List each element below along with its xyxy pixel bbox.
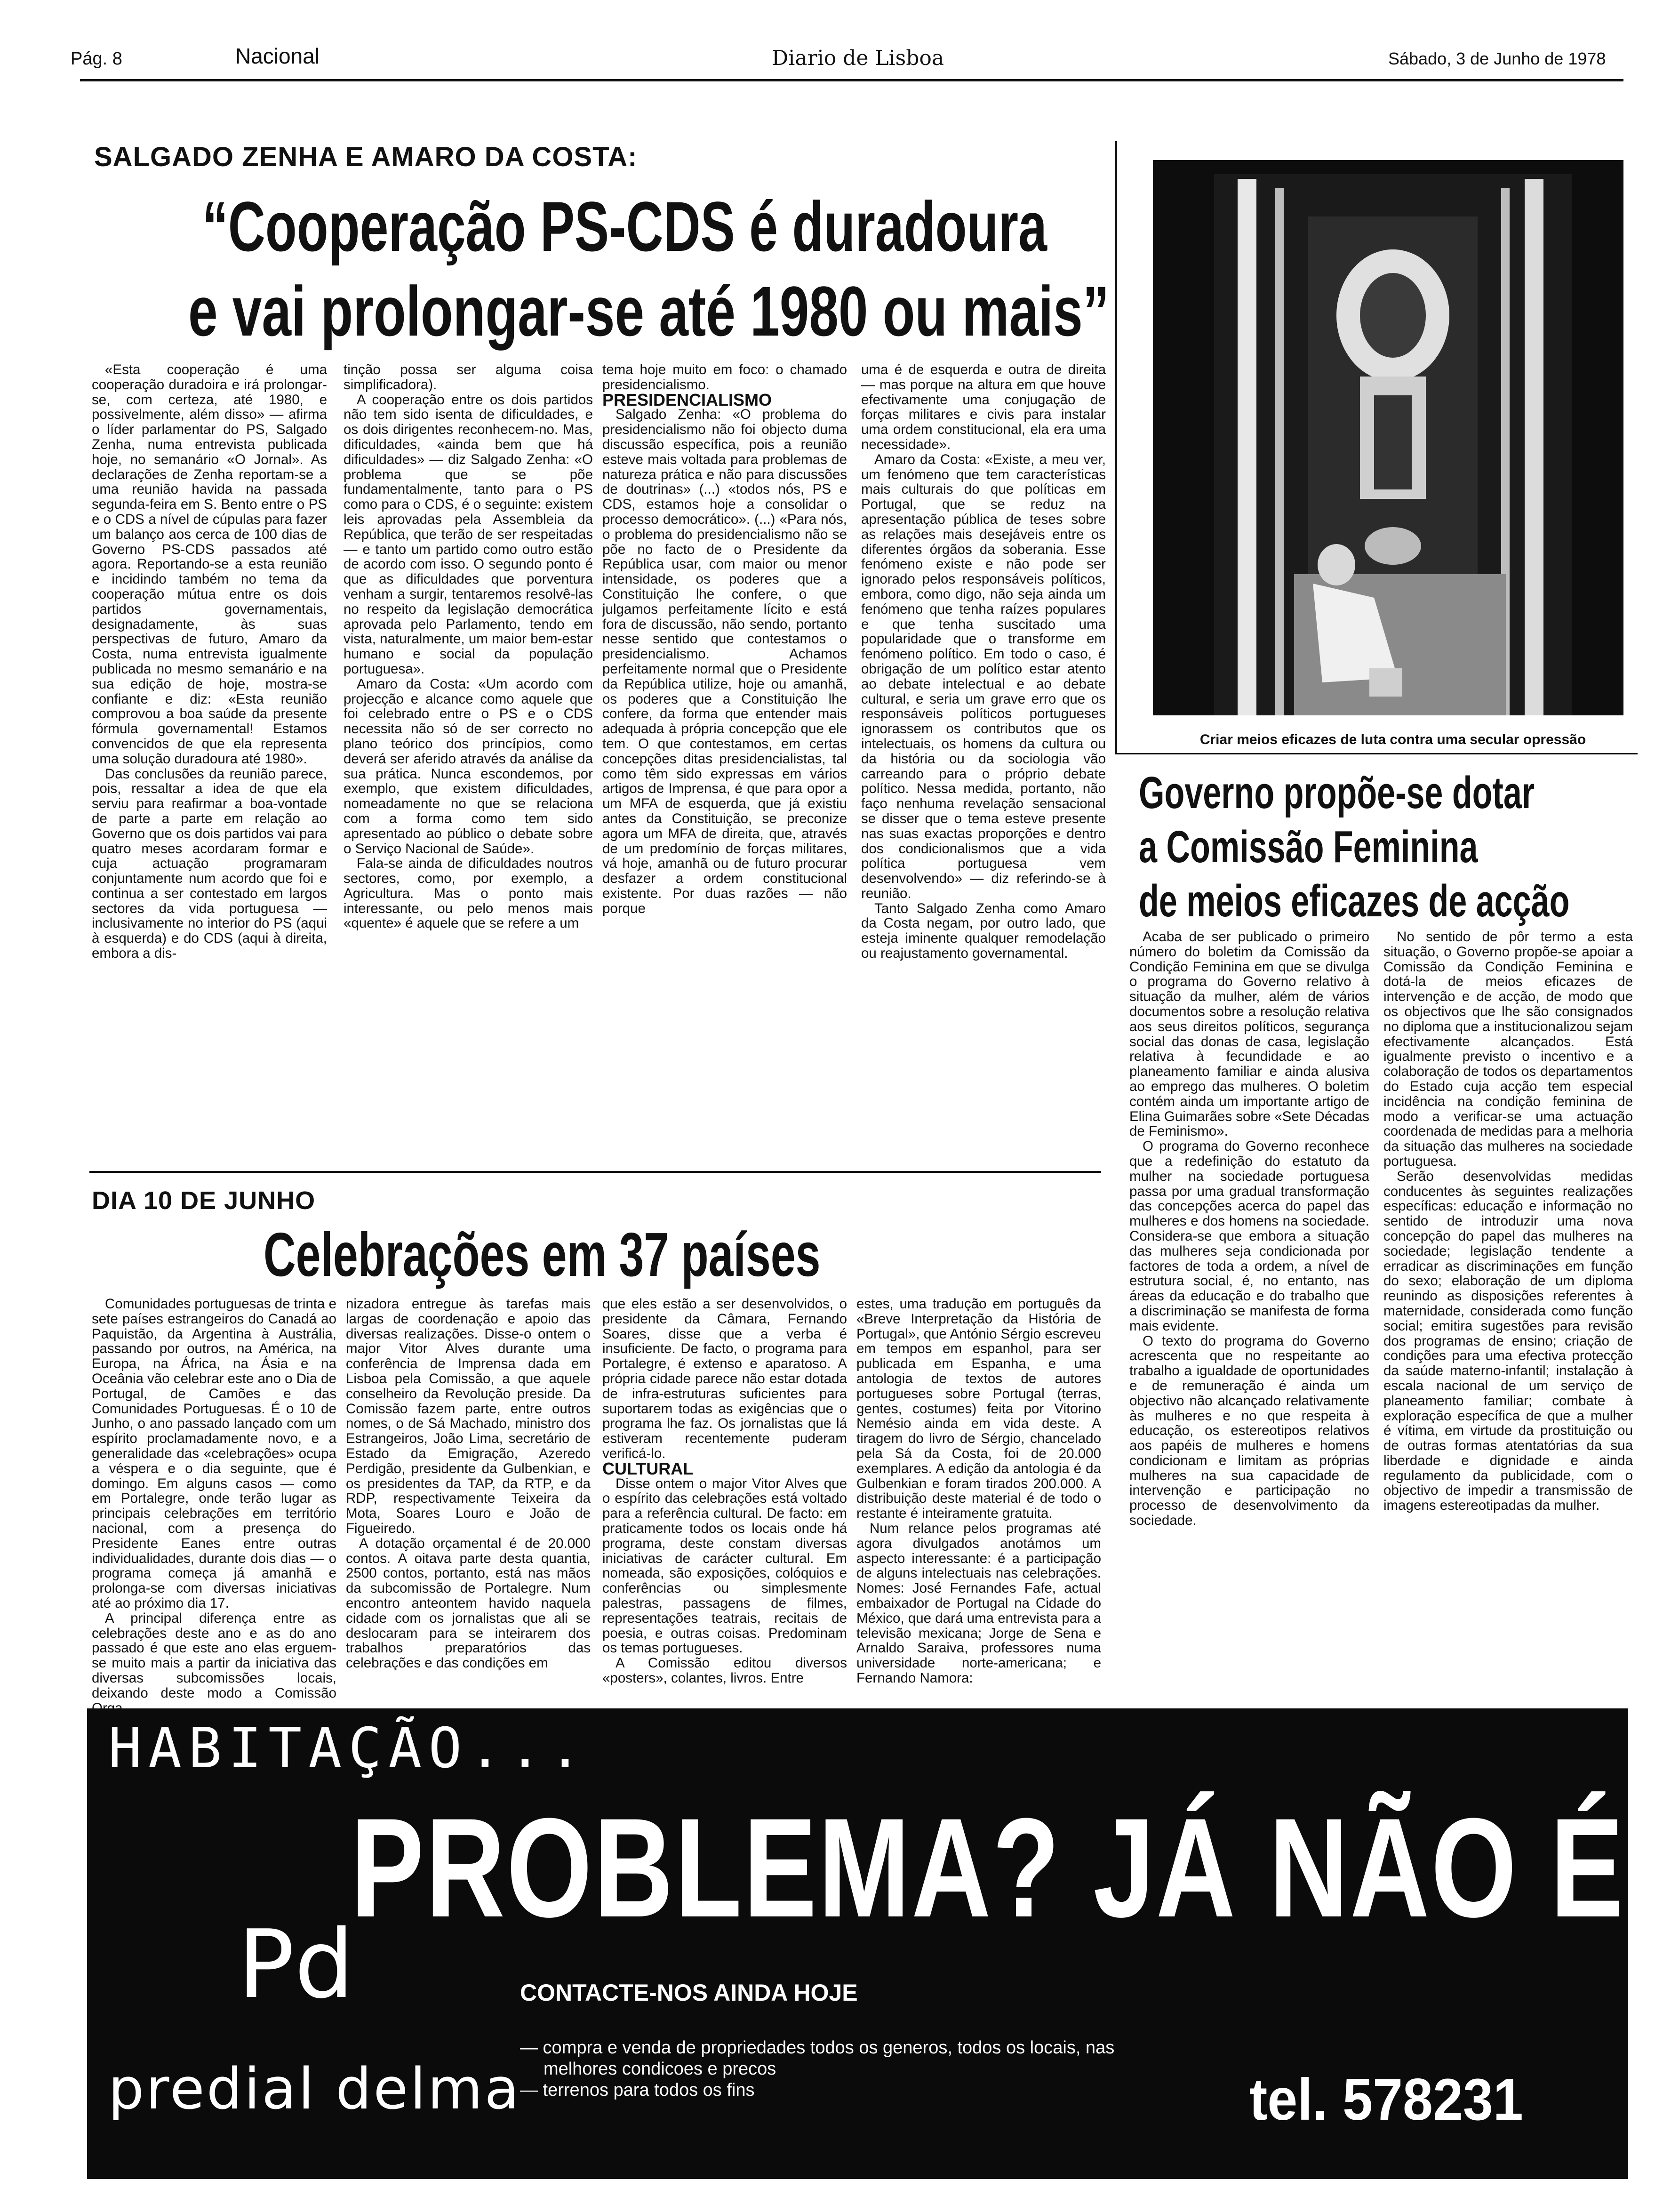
paragraph: A cooperação entre os dois partidos não tem sido isenta de dificuldades, e os dois dirigentes reconhecem-no. Mas, dificuldades, «ainda bem que há dificuldades» — diz Salgado Zenha: «O problema que se põe fundamentalmente, tanto para o PS como para o CDS, é o seguinte: existem leis aprovadas pela Assembleia da República, que terão de ser respeitadas — e tanto um partido como outro estão de acordo com isso. O segundo ponto é que as dificuldades que porventura venham a surgir, tentaremos resolvê-las no respeito da legislação democrática aprovada pelo Parlamento, tendo em vista, naturalmente, um maior bem-estar humano e social da população portuguesa».	[344, 392, 593, 677]
article3-column-3	[602, 1297, 847, 1701]
article2-headline-line1: Governo propõe-se dotar	[1139, 768, 1535, 818]
paragraph: tema hoje muito em foco: o chamado presidencialismo.	[602, 362, 847, 393]
paragraph: No sentido de pôr termo a esta situação, o Governo propõe-se apoiar a Comissão da Condição Feminina e dotá-la de meios eficazes de intervenção e de acção, de modo que os objectivos que lhe são consignados no diploma que a institucionalizou sejam efectivamente alcançados. Está igualmente previsto o incentivo e a colaboração de todos os departamentos do Estado cuja acção tem especial incidência na condição feminina de modo a verificar-se uma actuação coordenada de medidas para a melhoria da situação das mulheres na sociedade portuguesa.	[1383, 929, 1633, 1169]
ad-brand: predial delma	[108, 2057, 521, 2122]
paragraph: A principal diferença entre as celebrações deste ano e as do ano passado é que este ano elas erguem-se muito mais a partir da iniciativa das diversas subcomissões locais, deixando deste modo a Comissão	[92, 1610, 336, 1701]
article1-column-4	[861, 362, 1106, 1162]
ad-contact: CONTACTE-NOS AINDA HOJE	[520, 1980, 858, 2006]
article2-column-1	[1129, 930, 1369, 1692]
article2-headline-line3: de meios eficazes de acção	[1139, 876, 1570, 926]
paragraph: Acaba de ser publicado o primeiro número do boletim da Comissão da Condição Feminina em que se divulga o programa do Governo relativo à situação da mulher, além de vários documentos sobre a resolução relativa aos seus direitos políticos, segurança social das donas de casa, legislação relativa à fecundidade e ao planeamento familiar e ainda alusiva ao emprego das mulheres. O boletim contém ainda um importante artigo de Elina Guimarães sobre «Sete Décadas de Feminismo».	[1129, 929, 1369, 1139]
paragraph: A dotação orçamental é de 20.000 contos. A oitava parte desta quantia, 2500 contos, portanto, está nas mãos da subcomissão de Portalegre. Num encontro anteontem havido naquela cidade com os jornalistas que ali se deslocaram para se inteirarem dos trabalhos preparatórios das celebrações e das condições em	[346, 1535, 591, 1671]
article1-kicker: SALGADO ZENHA E AMARO DA COSTA:	[94, 142, 638, 172]
photo-caption-rule	[1115, 753, 1638, 754]
article1-column-2	[344, 362, 593, 1162]
article3-column-2	[346, 1297, 591, 1701]
paragraph: Num relance pelos programas até agora divulgados anotámos um aspecto interessante: é a participação de alguns intelectuais nas celebrações. Nomes: José Fernandes Fafe, actual embaixador de Portugal na Cidade do México, que dará uma entrevista para a televisão mexicana; Jorge de Sena e Arnaldo Saraiva, professores numa universidade norte-americana; e Fernando Namora:	[856, 1520, 1101, 1686]
ad-services-3: — terrenos para todos os fins	[520, 2080, 755, 2100]
article3-headline: Celebrações em 37 países	[264, 1220, 821, 1289]
paragraph: Salgado Zenha: «O problema do presidencialismo não foi objecto duma discussão específica, pois a reunião esteve mais voltada para problemas de natureza prática e não para discussões de doutrinas» (...) «todos nós, PS e CDS, estamos hoje a consolidar o processo democrático». (...) «Para nós, o problema do presidencialismo não se põe no facto de o Presidente da República usar, com maior ou menor intensidade, os poderes que a Constituição lhe confere, o que julgamos perfeitamente lícito e está fora de discussão, não sendo, portanto nesse sentido que contestamos o presidencialismo. Achamos perfeitamente normal que o Presidente da República utilize, hoje ou amanhã, os poderes que a Constituição lhe confere, da forma que entender mais adequada à própria concepção que ele tem. O que contestamos, em certas concepções ditas presidencialistas, tal como têm sido expressas em vários artigos de Imprensa, é que para opor a um MFA de esquerda, que já existiu antes da Constituição, se preconize agora um MFA de direita, que, através de um predomínio de forças militares, vá hoje, amanhã ou de futuro procurar desfazer a ordem constitucional existente. Por duas razões — não porque	[602, 407, 847, 916]
advertisement	[87, 1708, 1663, 2179]
paragraph: Serão desenvolvidas medidas conducentes às seguintes realizações específicas: educação e informação no sentido de introduzir uma nova concepção do papel das mulheres na sociedade; legislação tendente a erradicar as discriminações em função do sexo; elaboração de um diploma reunindo as disposições referentes à maternidade, considerada como função social; emitira sugestões para revisão dos programas de ensino; criação de condições para uma efectiva protecção da saúde materno-infantil; instalação à escala nacional de um serviço de planeamento familiar; combate à exploração específica de que a mulher é vítima, em virtude da prostituição ou de outras formas atentatórias da sua liberdade e dignidade e ainda regulamento da publicidade, com o objectivo de impedir a transmissão de imagens estereotipadas da mulher.	[1383, 1168, 1633, 1514]
paragraph: Fala-se ainda de dificuldades noutros sectores, como, por exemplo, a Agricultura. Mas o ponto mais interessante, ou pelo menos mais «quente» é aquele que se refere a um	[344, 856, 593, 931]
page-number: Pág. 8	[71, 49, 122, 69]
paragraph: tinção possa ser alguma coisa simplificadora).	[344, 362, 593, 393]
ad-services-2: melhores condicoes e precos	[544, 2059, 776, 2079]
ad-line2: PROBLEMA? JÁ NÃO É!	[351, 1788, 1663, 1947]
paragraph: Comunidades portuguesas de trinta e sete países estrangeiros do Canadá ao Paquistão, da Argentina à Austrália, passando por outros, na América, na Europa, na África, na Ásia e na Oceânia vão celebrar este ano o Dia de Portugal, de Camões e das Comunidades Portuguesas. É o 10 de Junho, o ano passado lançado com um espírito proclamadamente novo, e a generalidade das «celebrações» ocupa a véspera e o dia seguinte, que é domingo. Em alguns casos — como em Portalegre, onde terão lugar as principais celebrações em território nacional, com a presença do Presidente Eanes entre outras individualidades, durante dois dias — o programa começa já amanhã e prolonga-se com diversas iniciativas até ao próximo dia 17.	[92, 1296, 336, 1611]
subheading-cultural: CULTURAL	[602, 1459, 694, 1478]
article1-column-3	[602, 362, 847, 1162]
article1-bottom-rule	[89, 1171, 1101, 1173]
article3-kicker: DIA 10 DE JUNHO	[92, 1186, 316, 1215]
paragraph: uma é de esquerda e outra de direita — mas porque na altura em que houve efectivamente uma conjugação de forças militares e civis para instalar uma ordem constitucional, ela era uma necessidade».	[861, 362, 1106, 452]
section-name: Nacional	[235, 44, 320, 68]
article2-column-2	[1383, 930, 1633, 1692]
paragraph: que eles estão a ser desenvolvidos, o presidente da Câmara, Fernando Soares, disse que a verba é insuficiente. De facto, o programa para Portalegre, é extenso e aparatoso. A própria cidade parece não estar dotada de infra-estruturas suficientes para suportarem todas as exigências que o programa lhe faz. Os jornalistas que lá estiveram recentemente puderam verificá-lo.	[602, 1296, 847, 1461]
article3-column-1	[92, 1297, 336, 1701]
paragraph: O texto do programa do Governo acrescenta que no respeitante ao trabalho a igualdade de oportunidades e de remuneração é ainda um objectivo não alcançado relativamente às mulheres e no que respeita à educação, os estereotipos relativos aos papéis de mulheres e homens condicionam e limitam as próprias mulheres na sua capacidade de intervenção e participação no processo de desenvolvimento da sociedade.	[1129, 1333, 1369, 1529]
ad-services-1: — compra e venda de propriedades todos os generos, todos os locais, nas	[520, 2038, 1115, 2058]
paragraph: Amaro da Costa: «Um acordo com projecção e alcance como aquele que foi celebrado entre o PS e o CDS necessita não só de ser correcto no plano teórico dos princípios, como deverá ser aferido através da análise da sua prática. Nunca escondemos, por exemplo, que existem dificuldades, nomeadamente no que se relaciona com a forma como tem sido apresentado ao público o debate sobre o Serviço Nacional de Saúde».	[344, 676, 593, 857]
paragraph: Disse ontem o major Vitor Alves que o espírito das celebrações está voltado para a referência cultural. De facto: em praticamente todos os locais onde há programa, deste constam diversas iniciativas de carácter cultural. Em nomeada, são exposições, colóquios e conferências ou simplesmente palestras, passagens de filmes, representações teatrais, recitais de poesia, e outras coisas. Predominam os temas portugueses.	[602, 1475, 847, 1656]
paragraph: Tanto Salgado Zenha como Amaro da Costa negam, por outro lado, que esteja iminente qualquer remodelação ou reajustamento governamental.	[861, 900, 1106, 962]
paragraph: estes, uma tradução em português da «Breve Interpretação da História de Portugal», que António Sérgio escreveu em tempos em espanhol, para ser publicada em Espanha, e uma antologia de textos de autores portugueses sobre Portugal (terras, gentes, costumes) feita por Vitorino Nemésio ainda em vida deste. A tiragem do livro de Sérgio, chancelado pela Sá da Costa, foi de 20.000 exemplares. A edição da antologia é da Gulbenkian e foram tirados 200.000. A distribuição deste material é de todo o restante é inteiramente gratuita.	[856, 1296, 1101, 1522]
article1-column-1	[92, 362, 327, 1162]
photo-box-left	[1115, 141, 1117, 753]
ad-logo: Pd	[238, 1910, 354, 2020]
paragraph: nizadora entregue às tarefas mais largas de coordenação e apoio das diversas realizações. Disse-o ontem o major Vitor Alves durante uma conferência de Imprensa dada em Lisboa pela Comissão, a que aquele conselheiro da Revolução preside. Da Comissão fazem parte, entre outros nomes, o de Sá Machado, ministro dos Estrangeiros, João Lima, secretário de Estado da Emigração, Azeredo Perdigão, presidente da Gulbenkian, e os presidentes da TAP, da RTP, e da RDP, respectivamente Teixeira da Mota, Soares Louro e João de Figueiredo.	[346, 1296, 591, 1536]
paragraph: A Comissão editou diversos «posters», colantes, livros. Entre	[602, 1655, 847, 1686]
paragraph: Das conclusões da reunião parece, pois, ressaltar a idea de que ela serviu para reafirmar a boa-vontade de parte a parte em relação ao Governo que os dois partidos vai para quatro meses acordaram formar e cuja actuação programaram conjuntamente num acordo que foi e continua a ser contestado em largos sectores da vida portuguesa — inclusivamente no interior do PS (aqui à esquerda) e do CDS (aqui à direita, embora a dis-	[92, 766, 327, 962]
subheading-presidencialismo: PRESIDENCIALISMO	[602, 390, 772, 409]
photo-caption: Criar meios eficazes de luta contra uma secular opressão	[1199, 732, 1586, 747]
ad-line1: HABITAÇÃO...	[108, 1715, 589, 1780]
paragraph: «Esta cooperação é uma cooperação duradoira e irá prolongar-se, com certeza, até 1980, e possivelmente, além disso» — afirma o líder parlamentar do PS, Salgado Zenha, numa entrevista publicada hoje, no semanário «O Jornal». As declarações de Zenha reportam-se a uma reunião havida na passada segunda-feira em S. Bento entre o PS e o CDS a nível de cúpulas para fazer um balanço aos cerca de 100 dias de Governo PS-CDS passados até agora. Reportando-se a esta reunião e incidindo também no tema da cooperação mútua entre os dois partidos governamentais, designadamente, às suas perspectivas de futuro, Amaro da Costa, numa entrevista igualmente publicada no mesmo semanário e na sua edição de hoje, mostra-se confiante e diz: «Esta reunião comprovou a boa saúde da presente fórmula governamental! Estamos convencidos de que ela representa uma solução duradoura até 1980».	[92, 362, 327, 767]
paragraph: Amaro da Costa: «Existe, a meu ver, um fenómeno que tem características mais culturais do que políticas em Portugal, que se reduz na apresentação pública de teses sobre as relações mais desejáveis entre os diferentes órgãos da soberania. Esse fenómeno existe e não pode ser ignorado pelos responsáveis políticos, embora, como digo, não seja ainda um fenómeno que tenha raízes populares e que tenha suscitado uma popularidade que o transforme em fenómeno político. Em todo o caso, é obrigação de um político estar atento ao debate intelectual e ao debate cultural, e seria um grave erro que os responsáveis políticos portugueses ignorassem os contributos que os intelectuais, os homens da cultura ou da história ou da sociologia vão carreando para o próprio debate político. Nessa medida, portanto, não faço nenhuma revelação sensacional se disser que o tema esteve presente nas suas exactas proporções e dentro dos condicionalismos que a vida política portuguesa vem desenvolvendo» — diz referindo-se à reunião.	[861, 451, 1106, 901]
masthead: Diario de Lisboa	[772, 46, 944, 70]
header-rule	[80, 79, 1623, 81]
article3-column-4	[856, 1297, 1101, 1701]
article2-headline-line2: a Comissão Feminina	[1139, 822, 1478, 872]
article1-headline-line2: e vai prolongar-se até 1980 ou mais”	[188, 272, 1110, 351]
article1-headline-line1: “Cooperação PS-CDS é duradoura	[202, 187, 1047, 266]
photo-illustration	[1153, 160, 1623, 715]
ad-phone: tel. 578231	[1249, 2067, 1523, 2132]
news-photo	[1153, 160, 1623, 715]
paragraph: O programa do Governo reconhece que a redefinição do estatuto da mulher na sociedade portuguesa passa por uma gradual transformação das concepções acerca do papel das mulheres e dos homens na sociedade. Considera-se que embora a situação das mulheres seja condicionada por factores de toda a ordem, a nível de estrutura social, é, no entanto, nas áreas da educação e do trabalho que a discriminação se manifesta de forma mais evidente.	[1129, 1138, 1369, 1334]
issue-date: Sábado, 3 de Junho de 1978	[1388, 49, 1606, 68]
